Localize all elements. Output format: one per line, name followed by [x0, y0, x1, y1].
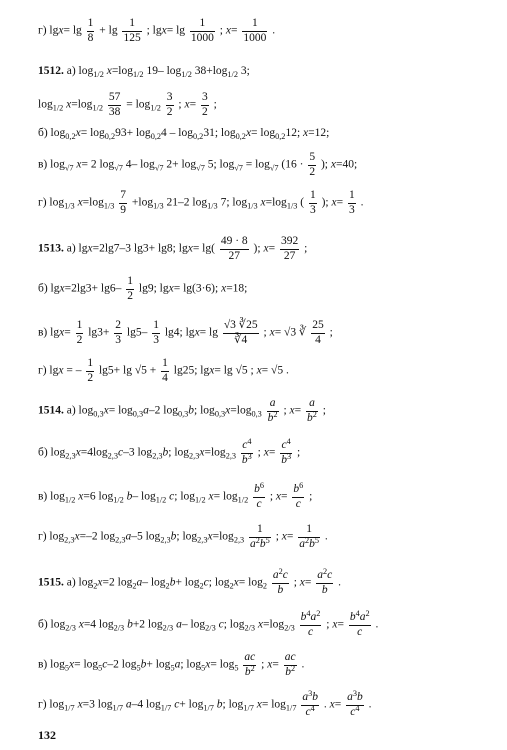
fraction: $\frac{3}{2}$	[166, 91, 173, 118]
line-1512b: б) $\log_{0,2}x= \log_{0,2}93+ \log_{0,2}4 - \log_{0,2}31$; $\log_{0,2}x= \log_{0,2}12$; x=12;	[38, 127, 330, 141]
fraction: $\frac{5}{2}$	[309, 151, 316, 178]
fraction: $\frac{392}{27}$	[280, 235, 299, 262]
fraction: $\frac{ac}{b^2}$	[244, 651, 256, 678]
fraction: $\frac{a}{b^2}$	[267, 397, 278, 424]
line-1515a: 1515. а) $\log_2x=2$ $\log_2a-$ $\log_2b+ \log_2c$; $\log_2x= \log_2$ $\frac{a^2c}{b}$ ; x= $\frac{a^2c}{b}$ .	[38, 566, 342, 596]
line-1512v: в) $\log_{√7} x= 2$ $\log_{√7} 4-$ $\log_{√7} 2+ \log_{√7} 5$; $\log_{√7} = \log_{√7} (16$ · $\frac{5}{2}$ ); x=40;	[38, 151, 358, 178]
fraction: $\frac{1}{1000}$	[190, 17, 214, 44]
fraction: $\frac{b^6}{c}$	[254, 480, 264, 510]
fraction: $\frac{3}{2}$	[201, 91, 208, 118]
fraction: $\frac{25}{4}$	[312, 319, 324, 346]
line-1514a: 1514. а) $\log_{0,3}x= \log_{0,3}a-2$ $\log_{0,3}b$; $\log_{0,3}x=\log_{0,3}$ $\frac{a}{b^2}$ ; x= $\frac{a}{b^2}$ ;	[38, 397, 326, 424]
line-1514b: б) $\log_{2,3}x=4\log_{2,3}c-3$ $\log_{2,3}b$; $\log_{2,3}x=\log_{2,3}$ $\frac{c^4}{b^3}$ ; x= $\frac{c^4}{b^3}$ ;	[38, 436, 301, 466]
fraction: $\frac{1}{a^2b^5}$	[250, 523, 270, 550]
line-1515v: в) $\log_5x= \log_5c-2$ $\log_5b+ \log_5a$; $\log_5x= \log_5$ $\frac{ac}{b^2}$ ; x= $\frac{ac}{b^2}$ .	[38, 651, 305, 678]
fraction: $\frac{1}{3}$	[153, 319, 159, 346]
fraction: $\frac{a}{b^2}$	[307, 397, 317, 424]
line-1514g: г) $\log_{2,3}x=-2$ $\log_{2,3}a-5$ $\log_{2,3}b$; $\log_{2,3}x=\log_{2,3}$ $\frac{1}{a^2b^5}$ ; x= $\frac{1}{a^2b^5}$ .	[38, 523, 328, 550]
page-number: 132	[38, 728, 56, 742]
fraction: $\frac{c^4}{b^3}$	[281, 436, 292, 466]
fraction: $\frac{√3 ∛25}{∛4}$	[223, 319, 258, 346]
fraction: $\frac{b^4a^2}{c}$	[300, 608, 321, 638]
line-1513v: в) lgx= $\frac{1}{2}$ lg3+ $\frac{2}{3}$ lg5– $\frac{1}{3}$ lg4; lgx= lg $\frac{√3 ∛25}{∛4}$ ; x= √3 ∛ $\frac{25}{4}$ ;	[38, 319, 333, 346]
fraction: $\frac{57}{38}$	[108, 91, 121, 118]
fraction: $\frac{1}{2}$	[127, 275, 133, 302]
problem-number: 1515.	[38, 576, 64, 589]
fraction: $\frac{1}{4}$	[162, 357, 168, 384]
line-1513a: 1513. а) lgx=2lg7–3 lg3+ lg8; lgx= lg( $\frac{49 \cdot 8}{27}$ ); x= $\frac{392}{27}$ ;	[38, 235, 308, 262]
fraction: $\frac{49 \cdot 8}{27}$	[220, 235, 248, 262]
problem-number: 1512.	[38, 65, 64, 77]
line-1514v: в) $\log_{1/2} x=6$ $\log_{1/2} b-$ $\log_{1/2} c$; $\log_{1/2} x= \log_{1/2}$ $\frac{b^6}{c}$ ; x= $\frac{b^6}{c}$ ;	[38, 480, 313, 510]
problem-number: 1513.	[38, 242, 64, 255]
line-1515g: г) $\log_{1/7} x=3$ $\log_{1/7} a-4$ $\log_{1/7} c+ \log_{1/7} b$; $\log_{1/7} x= \log_{1/7}$ $\frac{a^3b}{c^4}$ . x= $\frac{a^3b}{c^4}$ .	[38, 688, 372, 718]
line-1513b: б) lgx=2lg3+ lg6– $\frac{1}{2}$ lg9; lgx= lg(3·6); x=18;	[38, 275, 248, 302]
fraction: $\frac{1}{8}$	[87, 17, 94, 44]
problem-number: 1514.	[38, 404, 64, 417]
fraction: $\frac{b^6}{c}$	[293, 480, 304, 510]
fraction: $\frac{7}{9}$	[120, 189, 127, 216]
line-1512a: 1512. а) $\log_{1/2} x=\log_{1/2}$ 19– $\log_{1/2} 38+\log_{1/2}$ 3;	[38, 65, 250, 79]
line-1515b: б) $\log_{2/3} x=4$ $\log_{2/3} b+2$ $\log_{2/3} a-$ $\log_{2/3} c$; $\log_{2/3} x=\log_{2/3}$ $\frac{b^4a^2}{c}$ ; x= $\frac{b^4a^2}{c}$ .	[38, 608, 379, 638]
fraction: $\frac{a^2c}{b}$	[272, 566, 288, 596]
fraction: $\frac{2}{3}$	[115, 319, 122, 346]
fraction: $\frac{a^3b}{c^4}$	[302, 688, 318, 718]
fraction: $\frac{c^4}{b^3}$	[241, 436, 252, 466]
fraction: $\frac{1}{1000}$	[243, 17, 267, 44]
line-1513g: г) lgx = – $\frac{1}{2}$ lg5+ lg √5 + $\frac{1}{4}$ lg25; lgx= lg √5 ; x= √5 .	[38, 357, 289, 384]
fraction: $\frac{1}{a^2b^5}$	[299, 523, 320, 550]
fraction: $\frac{1}{2}$	[76, 319, 83, 346]
fraction: $\frac{a^3b}{c^4}$	[347, 688, 363, 718]
line-1491g: г) lgx= lg $\frac{1}{8}$ + lg $\frac{1}{125}$ ; lgx= lg $\frac{1}{1000}$ ; x= $\frac{1}{1000}$ .	[38, 17, 276, 44]
fraction: $\frac{1}{2}$	[87, 357, 94, 384]
fraction: $\frac{b^4a^2}{c}$	[349, 608, 370, 638]
fraction: $\frac{1}{125}$	[123, 17, 141, 44]
line-1512a-cont: $\log_{1/2} x=\log_{1/2}$ $\frac{57}{38}$ = $\log_{1/2}$ $\frac{3}{2}$ ; x= $\frac{3}{2}$ ;	[38, 91, 217, 118]
fraction: $\frac{1}{3}$	[348, 189, 355, 216]
fraction: $\frac{1}{3}$	[309, 189, 316, 216]
fraction: $\frac{ac}{b^2}$	[284, 651, 296, 678]
line-1512g: г) $\log_{1/3} x=\log_{1/3}$ $\frac{7}{9}$ $+\log_{1/3}$ 21–2 $\log_{1/3} 7$; $\log_{1/3} x=\log_{1/3}$ ( $\frac{1}{3}$ ); x= $\frac{1}{3}$ .	[38, 189, 364, 216]
fraction: $\frac{a^2c}{b}$	[317, 566, 333, 596]
